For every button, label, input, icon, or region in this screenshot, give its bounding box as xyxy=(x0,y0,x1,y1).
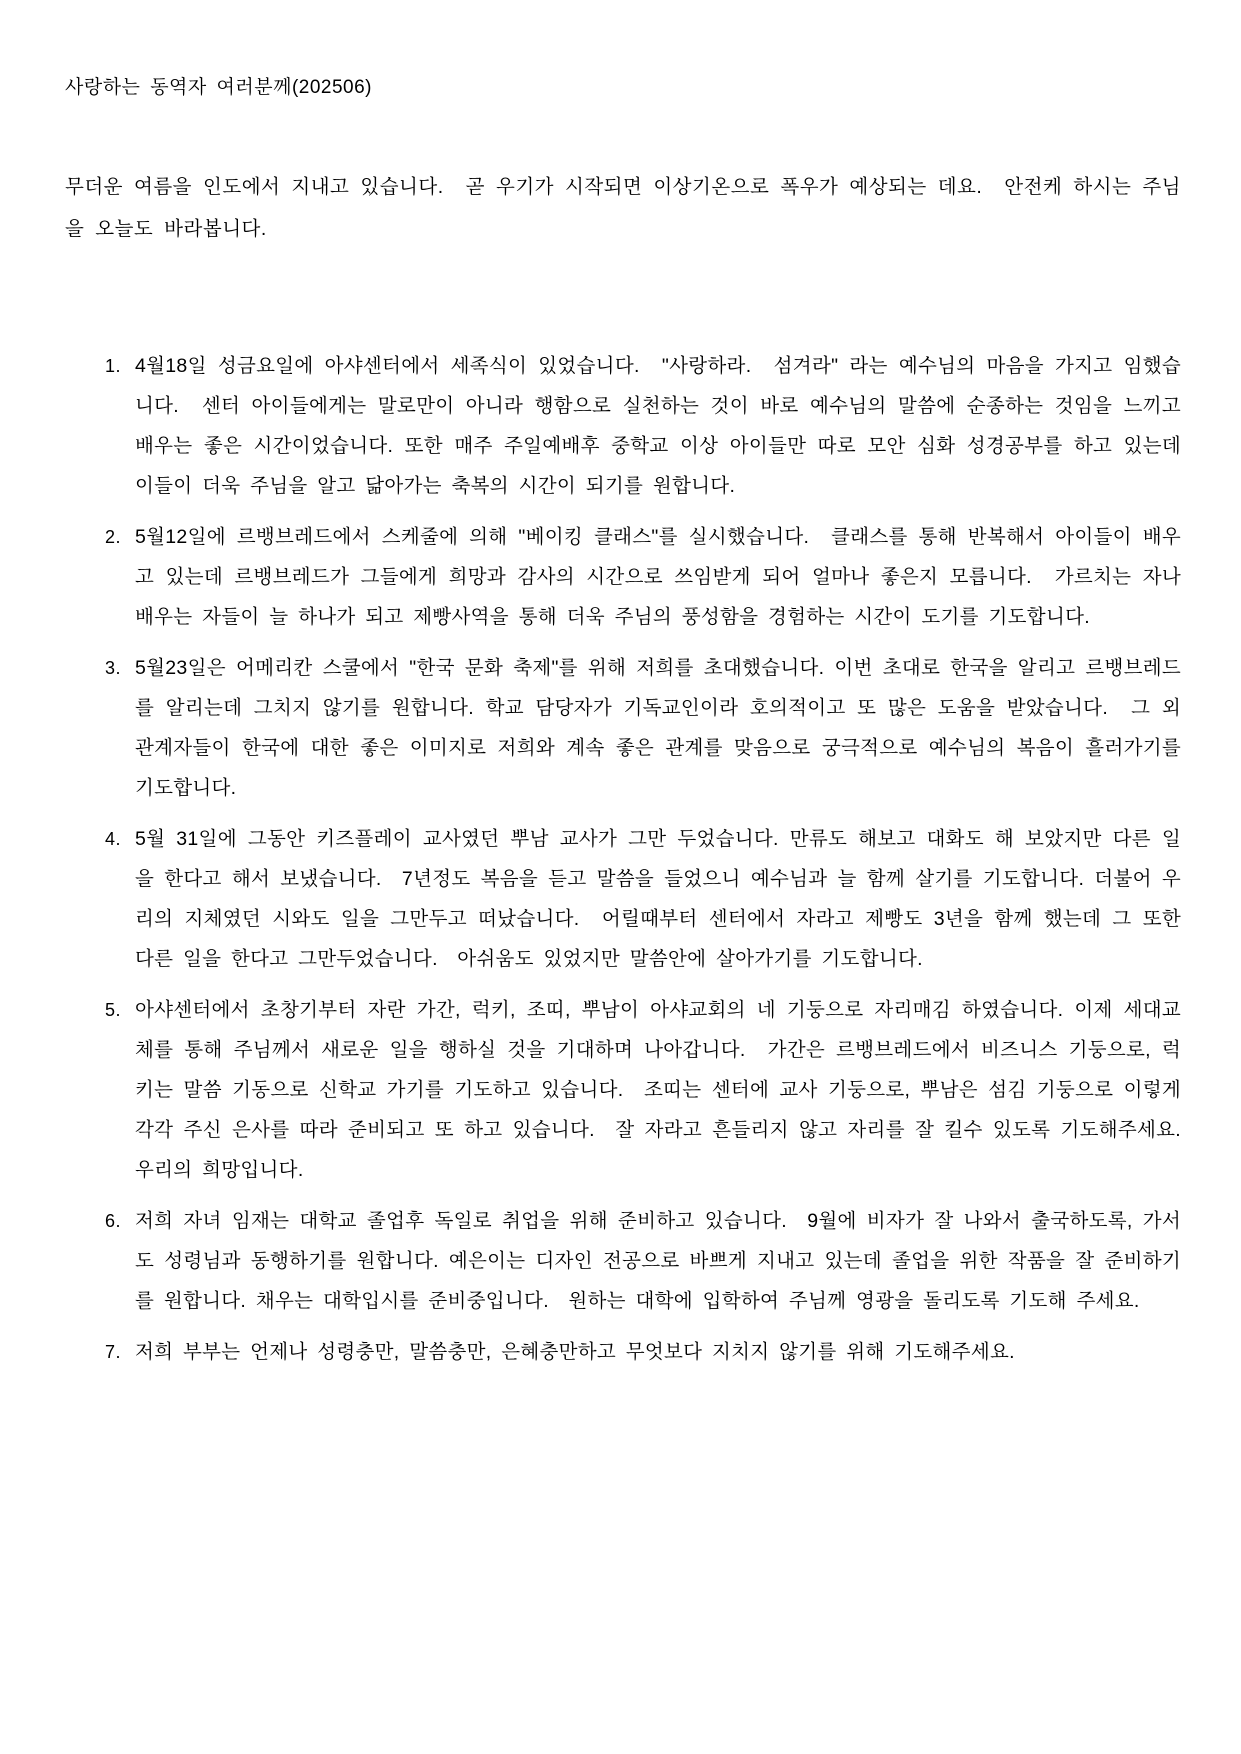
list-item-number: 1. xyxy=(105,356,122,376)
list-item-number: 3. xyxy=(105,658,122,678)
list-item-text: 아샤센터에서 초창기부터 자란 가간, 럭키, 조띠, 뿌남이 아샤교회의 네 기둥으로 자리매김 하였습니다. 이제 세대교체를 통해 주님께서 새로운 일을 행하실 것을 기대하며 나아갑니다. 가간은 르뱅브레드에서 비즈니스 기둥으로, 럭키는 말씀 기동으로 신학교 가기를 기도하고 있습니다. 조띠는 센터에 교사 기둥으로, 뿌남은 섬김 기둥으로 이렇게 각각 주신 은사를 따라 준비되고 또 하고 있습니다. 잘 자라고 흔들리지 않고 자리를 잘 킬수 있도록 기도해주세요. 우리의 희망입니다. xyxy=(135,999,1191,1181)
list-item-text: 5월 31일에 그동안 키즈플레이 교사였던 뿌남 교사가 그만 두었습니다. 만류도 해보고 대화도 해 보았지만 다른 일을 한다고 해서 보냈습니다. 7년정도 복음을 듣고 말씀을 들었으니 예수님과 늘 함께 살기를 기도합니다. 더불어 우리의 지체였던 시와도 일을 그만두고 떠났습니다. 어릴때부터 센터에서 자라고 제빵도 3년을 함께 했는데 그 또한 다른 일을 한다고 그만두었습니다. 아쉬움도 있었지만 말씀안에 살아가기를 기도합니다. xyxy=(135,828,1191,970)
list-item-number: 5. xyxy=(105,1000,122,1020)
list-item xyxy=(105,648,1191,808)
list-item xyxy=(105,990,1191,1190)
list-item-text: 5월12일에 르뱅브레드에서 스케줄에 의해 "베이킹 클래스"를 실시했습니다. 클래스를 통해 반복해서 아이들이 배우고 있는데 르뱅브레드가 그들에게 희망과 감사의 시간으로 쓰임받게 되어 얼마나 좋은지 모릅니다. 가르치는 자나 배우는 자들이 늘 하나가 되고 제빵사역을 통해 더욱 주님의 풍성함을 경험하는 시간이 도기를 기도합니다. xyxy=(135,526,1191,628)
list-item-number: 7. xyxy=(105,1342,122,1362)
list-item xyxy=(105,517,1191,637)
list-item-text: 5월23일은 어메리칸 스쿨에서 "한국 문화 축제"를 위해 저희를 초대했습니다. 이번 초대로 한국을 알리고 르뱅브레드를 알리는데 그치지 않기를 원합니다. 학교 담당자가 기독교인이라 호의적이고 또 많은 도움을 받았습니다. 그 외 관계자들이 한국에 대한 좋은 이미지로 저희와 계속 좋은 관계를 맞음으로 궁극적으로 예수님의 복음이 흘러가기를 기도합니다. xyxy=(135,657,1191,799)
list-item-text: 4월18일 성금요일에 아샤센터에서 세족식이 있었습니다. "사랑하라. 섬겨라" 라는 예수님의 마음을 가지고 임했습니다. 센터 아이들에게는 말로만이 아니라 행함으로 실천하는 것이 바로 예수님의 말씀에 순종하는 것임을 느끼고 배우는 좋은 시간이었습니다. 또한 매주 주일예배후 중학교 이상 아이들만 따로 모안 심화 성경공부를 하고 있는데 이들이 더욱 주님을 알고 닮아가는 축복의 시간이 되기를 원합니다. xyxy=(135,355,1191,497)
list-item-text: 저희 자녀 임재는 대학교 졸업후 독일로 취업을 위해 준비하고 있습니다. 9월에 비자가 잘 나와서 출국하도록, 가서도 성령님과 동행하기를 원합니다. 예은이는 디자인 전공으로 바쁘게 지내고 있는데 졸업을 위한 작품을 잘 준비하기를 원합니다. 채우는 대학입시를 준비중입니다. 원하는 대학에 입학하여 주님께 영광을 돌리도록 기도해 주세요. xyxy=(135,1210,1181,1312)
list-item-number: 2. xyxy=(105,527,122,547)
list-item xyxy=(105,346,1191,506)
intro-paragraph: 무더운 여름을 인도에서 지내고 있습니다. 곧 우기가 시작되면 이상기온으로 폭우가 예상되는 데요. 안전케 하시는 주님을 오늘도 바라봅니다. xyxy=(65,176,1181,240)
list-item xyxy=(105,819,1191,979)
list-item-number: 6. xyxy=(105,1211,122,1231)
list-item xyxy=(105,1201,1181,1321)
page-title: 사랑하는 동역자 여러분께(202506) xyxy=(65,77,373,98)
list-item-text: 저희 부부는 언제나 성령충만, 말씀충만, 은혜충만하고 무엇보다 지치지 않기를 위해 기도해주세요. xyxy=(135,1341,1015,1363)
list-item xyxy=(105,1332,1181,1372)
list-item-number: 4. xyxy=(105,829,122,849)
prayer-item-list xyxy=(65,346,1191,1372)
